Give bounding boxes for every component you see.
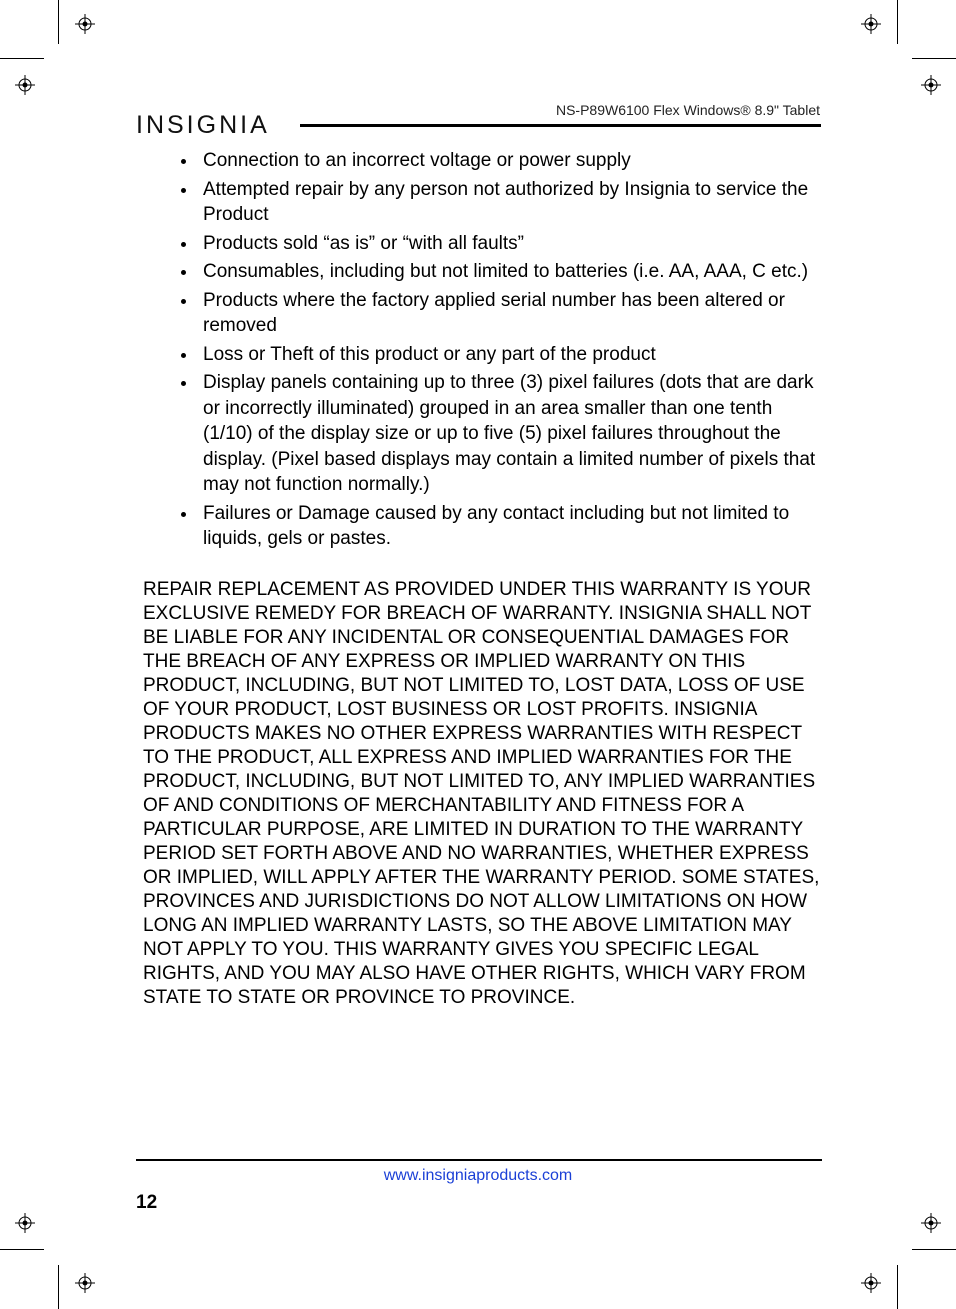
crop-mark xyxy=(897,1265,898,1309)
registration-mark-icon xyxy=(15,1213,35,1233)
list-item-text: Products where the factory applied serial number has been altered or removed xyxy=(203,289,785,336)
footer-rule xyxy=(136,1159,822,1161)
website-link[interactable]: www.insigniaproducts.com xyxy=(383,1167,573,1184)
list-item-text: Products sold “as is” or “with all faults” xyxy=(203,232,524,254)
warranty-disclaimer: REPAIR REPLACEMENT AS PROVIDED UNDER THIS WARRANTY IS YOUR EXCLUSIVE REMEDY FOR BREACH OF WARRANTY. INSIGNIA SHALL NOT BE LIABLE FOR ANY INCIDENTAL OR CONSEQUENTIAL DAMAGES FOR THE BREACH OF ANY EXPRESS OR IMPLIED WARRANTY ON THIS PRODUCT, INCLUDING, BUT NOT LIMITED TO, LOST DATA, LOSS OF USE OF YOUR PRODUCT, LOST BUSINESS OR LOST PROFITS. INSIGNIA PRODUCTS MAKES NO OTHER EXPRESS WARRANTIES WITH RESPECT TO THE PRODUCT, ALL EXPRESS AND IMPLIED WARRANTIES FOR THE PRODUCT, INCLUDING, BUT NOT LIMITED TO, ANY IMPLIED WARRANTIES OF AND CONDITIONS OF MERCHANTABILITY AND FITNESS FOR A PARTICULAR PURPOSE, ARE LIMITED IN DURATION TO THE WARRANTY PERIOD SET FORTH ABOVE AND NO WARRANTIES, WHETHER EXPRESS OR IMPLIED, WILL APPLY AFTER THE WARRANTY PERIOD. SOME STATES, PROVINCES AND JURISDICTIONS DO NOT ALLOW LIMITATIONS ON HOW LONG AN IMPLIED WARRANTY LASTS, SO THE ABOVE LIMITATION MAY NOT APPLY TO YOU. THIS WARRANTY GIVES YOU SPECIFIC LEGAL RIGHTS, AND YOU MAY ALSO HAVE OTHER RIGHTS, WHICH VARY FROM STATE TO STATE OR PROVINCE TO PROVINCE. xyxy=(143,579,820,1008)
registration-mark-icon xyxy=(861,14,881,34)
crop-mark xyxy=(0,58,44,59)
header-rule xyxy=(300,124,821,127)
registration-mark-icon xyxy=(75,14,95,34)
list-item-text: Failures or Damage caused by any contact including but not limited to liquids, gels or pastes. xyxy=(203,502,790,549)
list-item-text: Display panels containing up to three (3) pixel failures (dots that are dark or incorrectly illuminated) grouped in an area smaller than one tenth (1/10) of the display size or up to five (5) pixel failures throughout the display. (Pixel based displays may contain a limited number of pixels that may not function normally.) xyxy=(203,372,816,495)
crop-mark xyxy=(912,58,956,59)
bullet-icon xyxy=(181,159,186,164)
list-item-text: Consumables, including but not limited to batteries (i.e. AA, AAA, C etc.) xyxy=(203,261,809,282)
list-item xyxy=(178,342,818,368)
crop-mark xyxy=(58,0,59,44)
bullet-icon xyxy=(181,353,186,358)
bullet-icon xyxy=(181,270,186,275)
registration-mark-icon xyxy=(15,75,35,95)
bullet-icon xyxy=(181,242,186,247)
model-title: NS-P89W6100 Flex Windows® 8.9" Tablet xyxy=(555,102,820,118)
crop-mark xyxy=(897,0,898,44)
list-item xyxy=(178,370,818,498)
crop-mark xyxy=(58,1265,59,1309)
list-item xyxy=(178,148,818,174)
list-item-text: Connection to an incorrect voltage or power supply xyxy=(203,150,631,171)
registration-mark-icon xyxy=(861,1273,881,1293)
registration-mark-icon xyxy=(921,1213,941,1233)
list-item xyxy=(178,259,818,285)
bullet-icon xyxy=(181,381,186,386)
list-item-text: Attempted repair by any person not authorized by Insignia to service the Product xyxy=(203,178,809,225)
crop-mark xyxy=(0,1249,44,1250)
list-item xyxy=(178,288,818,339)
brand-logo: INSIGNIA xyxy=(136,111,270,139)
registration-mark-icon xyxy=(921,75,941,95)
bullet-icon xyxy=(181,188,186,193)
list-item xyxy=(178,177,818,228)
exclusions-list xyxy=(178,148,818,555)
registration-mark-icon xyxy=(75,1273,95,1293)
bullet-icon xyxy=(181,299,186,304)
crop-mark xyxy=(912,1249,956,1250)
list-item xyxy=(178,231,818,257)
bullet-icon xyxy=(181,512,186,517)
page-number: 12 xyxy=(136,1192,158,1213)
list-item-text: Loss or Theft of this product or any part of the product xyxy=(203,343,656,365)
list-item xyxy=(178,501,818,552)
